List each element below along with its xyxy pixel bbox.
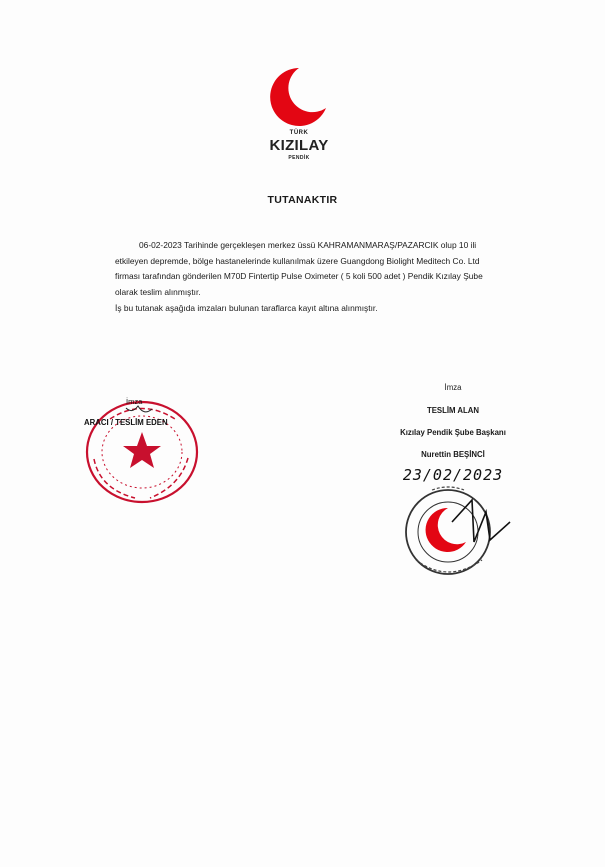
logo-turk-text: TÜRK	[289, 130, 309, 136]
paragraph-2: İş bu tutanak aşağıda imzaları bulunan taraflarca kayıt altına alınmıştır.	[115, 303, 378, 313]
paragraph-1-line: etkileyen depremde, bölge hastanelerinde kullanılmak üzere Guangdong Biolight Meditech Co. Ltd	[115, 255, 480, 266]
right-role-label: TESLİM ALAN	[426, 406, 480, 415]
document-title: TUTANAKTIR	[267, 194, 338, 206]
company-seal-stamp	[80, 394, 202, 506]
kizilay-logo	[254, 66, 344, 168]
right-imza-label: İmza	[444, 383, 462, 392]
right-title-label: Kızılay Pendik Şube Başkanı	[400, 428, 506, 437]
logo-pendik-text: PENDİK	[288, 155, 310, 161]
left-role-label: ARACI / TESLİM EDEN	[84, 418, 168, 427]
left-signature-block	[80, 394, 210, 514]
left-imza-label: İmza	[126, 397, 143, 406]
paragraph-1-line: firması tarafından gönderilen M70D Fintertip Pulse Oximeter ( 5 koli 500 adet ) Pendik Kızılay Şube	[115, 271, 483, 281]
paragraph-1-line: olarak teslim alınmıştır.	[115, 286, 201, 297]
right-name-label: Nurettin BEŞİNCİ	[421, 450, 485, 459]
pendik-branch-stamp	[402, 482, 512, 582]
paragraph-1-line: 06-02-2023 Tarihinde gerçekleşen merkez üssü KAHRAMANMARAŞ/PAZARCIK olup 10 ili	[139, 240, 477, 250]
crescent-icon	[262, 66, 336, 128]
paragraph-1	[115, 238, 535, 300]
handwritten-date: 23/02/2023	[402, 466, 504, 484]
logo-kizilay-text: KIZILAY	[269, 137, 329, 154]
